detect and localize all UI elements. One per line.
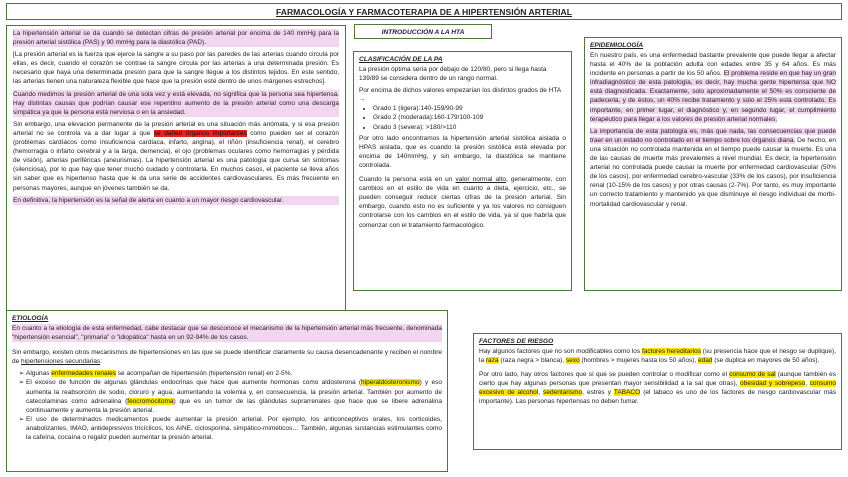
classification-p1: La presión óptima sería por debajo de 120/80, pero si llega hasta 139/89 se considera dentro de un rango normal.: [359, 66, 547, 83]
grade-item: • Grado 1 (ligera):140-159/90-99: [373, 104, 566, 113]
cause-item: ➢ El uso de determinados medicamentos puede aumentar la presión arterial. Por ejemplo, los anticonceptivos orales, los corticoides, anabolizantes, IMAO, antidepresivos tricíclicos, los AINE, ciclosporina, simpático-miméticos… También, algunas sustancias estimulantes como la cafeína, cocaína o regaliz pueden aumentar la presión arterial.: [26, 415, 442, 442]
risk-factor-highlight: obesidad y sobrepeso: [740, 380, 806, 388]
non-modifiable-paragraph: [479, 347, 836, 365]
left-panel: [6, 25, 346, 325]
risk-factor-highlight: consumo de sal: [729, 371, 776, 379]
risk-text: (hombres > mujeres hasta los 50 años),: [579, 357, 698, 365]
hpas-paragraph: Por otro lado encontramos la hipertensión arterial sistólica aislada o HPAS aislada, que es cuando la presión sistólica está elevada por encima de 140mmHg, y sin embargo, la diastólica se mantiene controlada.: [359, 134, 566, 169]
risk-factor-highlight: sedentarismo: [543, 389, 583, 397]
causes-list: [12, 369, 442, 442]
risk-text: (raza negra > blanca),: [498, 357, 566, 365]
risk-text: (el tabaco es uno de los factores de riesgo cardiovascular más importante). Las personas hipertensas no deben fumar.: [479, 389, 836, 406]
etiology-heading: ETIOLOGÍA: [12, 315, 49, 322]
risk-text: ,: [538, 389, 544, 397]
classification-p2: Por encima de dichos valores empezarían los distintos grados de HTA →: [359, 87, 561, 104]
organ-damage-paragraph: Sin embargo, una elevación permanente de la presión arterial es una situación más anómala, y si esa presión arterial no se controla va a dar lugar a que se dañen órganos importantes como pueden ser el corazón (problemas cardíacos como insuficiencia cardiaca, infarto, angina), el riñón (insuficiencia renal), el cerebro (hemorragia o infarto cerebral y a la larga, demencia), el ojo (problemas oculares como hemorragias y pérdida de visión), arterias periféricas (aneurismas). La hipertensión arterial es una patología que cursa sin síntomas (silenciosa), por lo que hay que tener mucho cuidado y controlarla. En muchos casos, el paciente se lleva años sin saber que es hipertenso hasta que le da una serie de accidentes cardiovasculares. Es más frecuente en personas mayores, aunque en jóvenes también se da.: [13, 120, 340, 192]
classification-heading: CLASIFICACIÓN DE LA PA: [359, 56, 443, 63]
risk-text: Por otro lado, hay otros factores que sí que se pueden controlar o modificar como el: [479, 371, 730, 379]
risk-factor-highlight: raza: [485, 357, 499, 365]
organ-damage-highlight: se dañen órganos importantes: [153, 129, 247, 137]
grade-item: • Grado 2 (moderada):160-179/100-109: [373, 113, 566, 122]
epidemiology-heading: EPIDEMIOLOGÍA: [590, 42, 644, 49]
definition-paragraph: La hipertensión arterial se da cuando se detectan cifras de presión arterial por encima de 140 mmHg para la presión arterial sistólica (PAS) y 90 mmHg para la diastólica (PAD).: [13, 30, 339, 47]
risk-text: (su presencia hace que el riesgo se duplique), la: [479, 348, 837, 365]
conclusion-paragraph: En definitiva, la hipertensión es la señal de alerta en cuanto a un mayor riesgo cardiovascular.: [13, 196, 339, 205]
risk-factor-highlight: TABACO: [613, 389, 641, 397]
grades-list: [359, 104, 566, 131]
etiology-p2: Sin embargo, existen otros mecanismos de hipertensiones en las que se puede identificar claramente su causa desencadenante y reciben el nombre de hipertensiones secundarias:: [12, 349, 442, 366]
grade-item: • Grado 3 (severa): >180/>110: [373, 123, 566, 132]
consequences-highlight: La importancia de esta patología es, más que nada, las consecuencias que puede traer en un estado no controlado en el tiempo sobre los órganos diana.: [590, 127, 836, 144]
single-measure-paragraph: Cuando medimos la presión arterial de una sola vez y está elevada, no significa que la persona sea hipertensa. Hay distintas causas que podrían causar ese repentino aumento de la presión arterial como una descarga simpática ya que la persona está nerviosa o en la ansiedad.: [13, 90, 339, 116]
risk-text: Hay algunos factores que no son modificables como los: [479, 348, 642, 355]
risk-text: ,: [805, 380, 810, 388]
risk-factor-highlight: edad: [697, 357, 713, 365]
secondary-hypertension-label: hipertensiones secundarias: [21, 358, 101, 366]
intro-heading: INTRODUCCIÓN A LA HTA: [354, 24, 492, 39]
cause-item: ➢ Algunas enfermedades renales se acompañan de hipertensión (hipertensión renal) en 2-5%.: [26, 369, 442, 378]
pheochromocytoma-highlight: feocromocitoma: [127, 397, 174, 405]
pressure-explanation: [La presión arterial es la fuerza que ejerce la sangre a su paso por las paredes de las arterias cuando circula por ellas, es decir, cuando el corazón se contrae la sangre circula por las arterias a una determinada presión. Es necesario que haya una determinada presión para que la sangre llegue a los distintos tejidos. En este sentido, las arterias tienen una naturaleza flexible que hace que la presión esté dentro de unos márgenes estrechos].: [13, 51, 339, 86]
risk-text: , estrés y: [582, 389, 614, 397]
risk-text: (aunque también es cierto que hay algunas personas que presentan mayor sensibilidad a la sal que otras),: [479, 371, 836, 388]
epidemiology-p1: En nuestro país, es una enfermedad bastante prevalente que puede llegar a afectar hasta el 40% de la población adulta con edades entre 35 y 64 años. Es más incidente en personas a partir de los 50 años. El problema reside en que hay un gran infradiagnóstico de esta patología, es decir, hay mucha gente hipertensa que NO está diagnosticada. Exactamente, solo aproximadamente el 50% es consciente de padecerla, y de éstos, un 40% recibe tratamiento y solo el 25% está controlado. Es importante, en primer lugar, el diagnóstico y, en segundo lugar, el cumplimiento terapéutico para llegar a los valores de presión arterial normales.: [590, 52, 836, 123]
risk-text: (se duplica en mayores de 50 años).: [712, 357, 820, 365]
risk-factors-heading: FACTORES DE RIESGO: [479, 338, 554, 345]
etiology-panel: [6, 310, 448, 472]
renal-disease-highlight: enfermedades renales: [51, 370, 116, 378]
risk-factor-highlight: factores hereditarios: [641, 348, 701, 355]
risk-factor-highlight: consumo excesivo de alcohol: [479, 380, 836, 397]
modifiable-paragraph: [479, 370, 836, 406]
risk-factors-panel: [473, 333, 842, 450]
epidemiology-panel: [584, 37, 842, 291]
hyperaldosteronism-highlight: hiperaldosteronismo: [361, 379, 420, 387]
underdiagnosis-highlight: El problema reside en que hay un gran infradiagnóstico de esta patología, es decir, hay mucha gente hipertensa que NO está diagnosticada. Exactamente, solo aproximadamente el 50% es consciente de padecerla, y de éstos, un 40% recibe tratamiento y solo el 25% está controlado. Es importante, en primer lugar, el diagnóstico y, en segundo lugar, el cumplimiento terapéutico para llegar a los valores de presión arterial normales.: [590, 70, 836, 123]
normal-high-paragraph: Cuando la persona está en un valor normal alto, generalmente, con cambios en el estilo de vida en cuanto a dieta, ejercicio, etc., se pueden conseguir reducir ciertas cifras de la presión arterial. Sin embargo, cuando esto no es suficiente y ya los valores no consiguen controlarse con los cambios en el estilo de vida, ya sí que habría que comenzar con el tratamiento farmacológico.: [359, 176, 566, 229]
page-title: FARMACOLOGÍA Y FARMACOTERAPIA DE A HIPERTENSIÓN ARTERIAL: [6, 3, 842, 20]
epidemiology-p2: La importancia de esta patología es, más que nada, las consecuencias que puede traer en un estado no controlado en el tiempo sobre los órganos diana. De hecho, en una situación no controlada mantenida en el tiempo puede causar la muerte. Es una de las causas de muerte más prevalentes a nivel mundial. Es decir, la hipertensión arterial no controlada puede causar la muerte por enfermedad cardiovascular (50% de los casos), por enfermedad cerebro-vascular (33% de los casos), por insuficiencia renal (10-15% de los casos) y por otras causas (2-7%). Por tanto, es muy importante un correcto tratamiento y mantenido ya que disminuye el riesgo individual de morbi-mortalidad cardiovascular y renal.: [590, 127, 836, 208]
etiology-p1: En cuanto a la etiología de esta enfermedad, cabe destacar que se desconoce el mecanismo de la hipertensión arterial más frecuente, denominada "hipertensión esencial", "primaria" o "idiopática" hasta en un 92-94% de los casos.: [12, 325, 442, 342]
cause-item: ➢ El exceso de función de algunas glándulas endocrinas que hace que aumente hormonas como aldosterona (hiperaldosteronismo) y eso aumenta la reabsorción de sodio, cloruro y agua, aumentando la volemia y, en consecuencia, la presión arterial. También por aumento de catecolaminas como adrenalina (feocromocitoma) que es un tumor de las glándulas suprarrenales que hace que se libere adrenalina continuamente y aumenta la presión arterial.: [26, 378, 442, 414]
risk-factor-highlight: sexo: [565, 357, 580, 365]
classification-panel: [353, 51, 572, 291]
normal-high-label: valor normal alto: [455, 176, 507, 184]
